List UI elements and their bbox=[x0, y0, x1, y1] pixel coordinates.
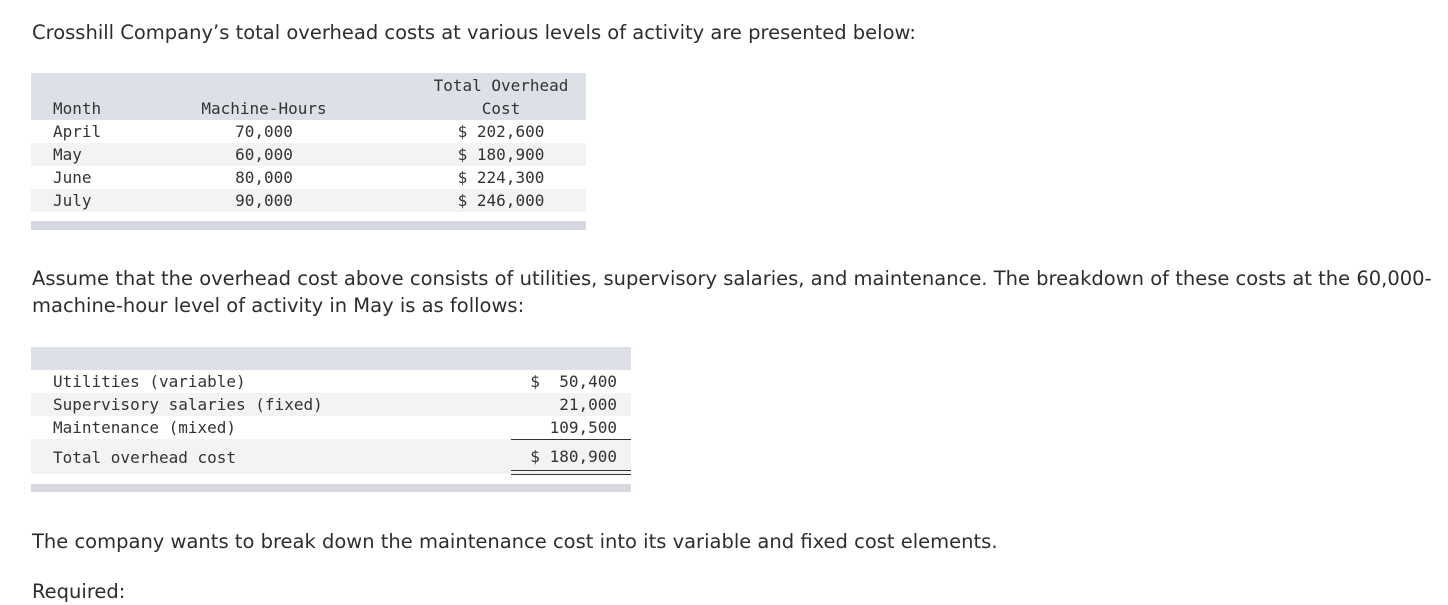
table-cell-label: Supervisory salaries (fixed) bbox=[53, 395, 323, 414]
table-footer-band bbox=[31, 221, 586, 230]
table-cell-month: April bbox=[53, 122, 102, 141]
table-cell-label: Maintenance (mixed) bbox=[53, 418, 237, 437]
total-label: Total overhead cost bbox=[53, 448, 237, 467]
table-cell-hours: 90,000 bbox=[235, 191, 293, 210]
table-cell-cost: $ 224,300 bbox=[457, 168, 545, 187]
table-cell-month: May bbox=[53, 145, 82, 164]
table-footer-band bbox=[31, 484, 631, 492]
table-cell-cost: $ 202,600 bbox=[457, 122, 545, 141]
col-header-total-overhead: Total Overhead bbox=[433, 76, 569, 95]
table-cell-amount: $ 50,400 bbox=[530, 372, 617, 391]
table-cell-cost: $ 180,900 bbox=[457, 145, 545, 164]
intro-paragraph: Crosshill Company’s total overhead costs at various levels of activity are presented below: bbox=[32, 21, 916, 44]
table-cell-amount: 21,000 bbox=[559, 395, 617, 414]
table-header-band bbox=[31, 347, 631, 370]
table-cell-month: July bbox=[53, 191, 92, 210]
col-header-cost: Cost bbox=[481, 99, 521, 118]
col-header-month: Month bbox=[53, 99, 102, 118]
table-cell-hours: 80,000 bbox=[235, 168, 293, 187]
cost-breakdown-table bbox=[31, 347, 631, 492]
table-cell-cost: $ 246,000 bbox=[457, 191, 545, 210]
table-cell-label: Utilities (variable) bbox=[53, 372, 246, 391]
required-heading: Required: bbox=[32, 580, 126, 603]
total-amount: $ 180,900 bbox=[530, 447, 617, 466]
col-header-machine-hours: Machine-Hours bbox=[201, 99, 327, 118]
overhead-cost-table bbox=[31, 73, 586, 230]
instruction-paragraph: The company wants to break down the maintenance cost into its variable and fixed cost elements. bbox=[32, 530, 998, 553]
assumption-paragraph: Assume that the overhead cost above consists of utilities, supervisory salaries, and maintenance. The breakdown of these costs at the 60,000-machine-hour level of activity in May is as follows: bbox=[32, 267, 1432, 317]
subtotal-rule bbox=[511, 439, 631, 440]
table-cell-month: June bbox=[53, 168, 92, 187]
table-cell-amount: 109,500 bbox=[549, 418, 617, 437]
table-cell-hours: 60,000 bbox=[235, 145, 293, 164]
table-cell-hours: 70,000 bbox=[235, 122, 293, 141]
total-double-rule bbox=[511, 470, 631, 475]
